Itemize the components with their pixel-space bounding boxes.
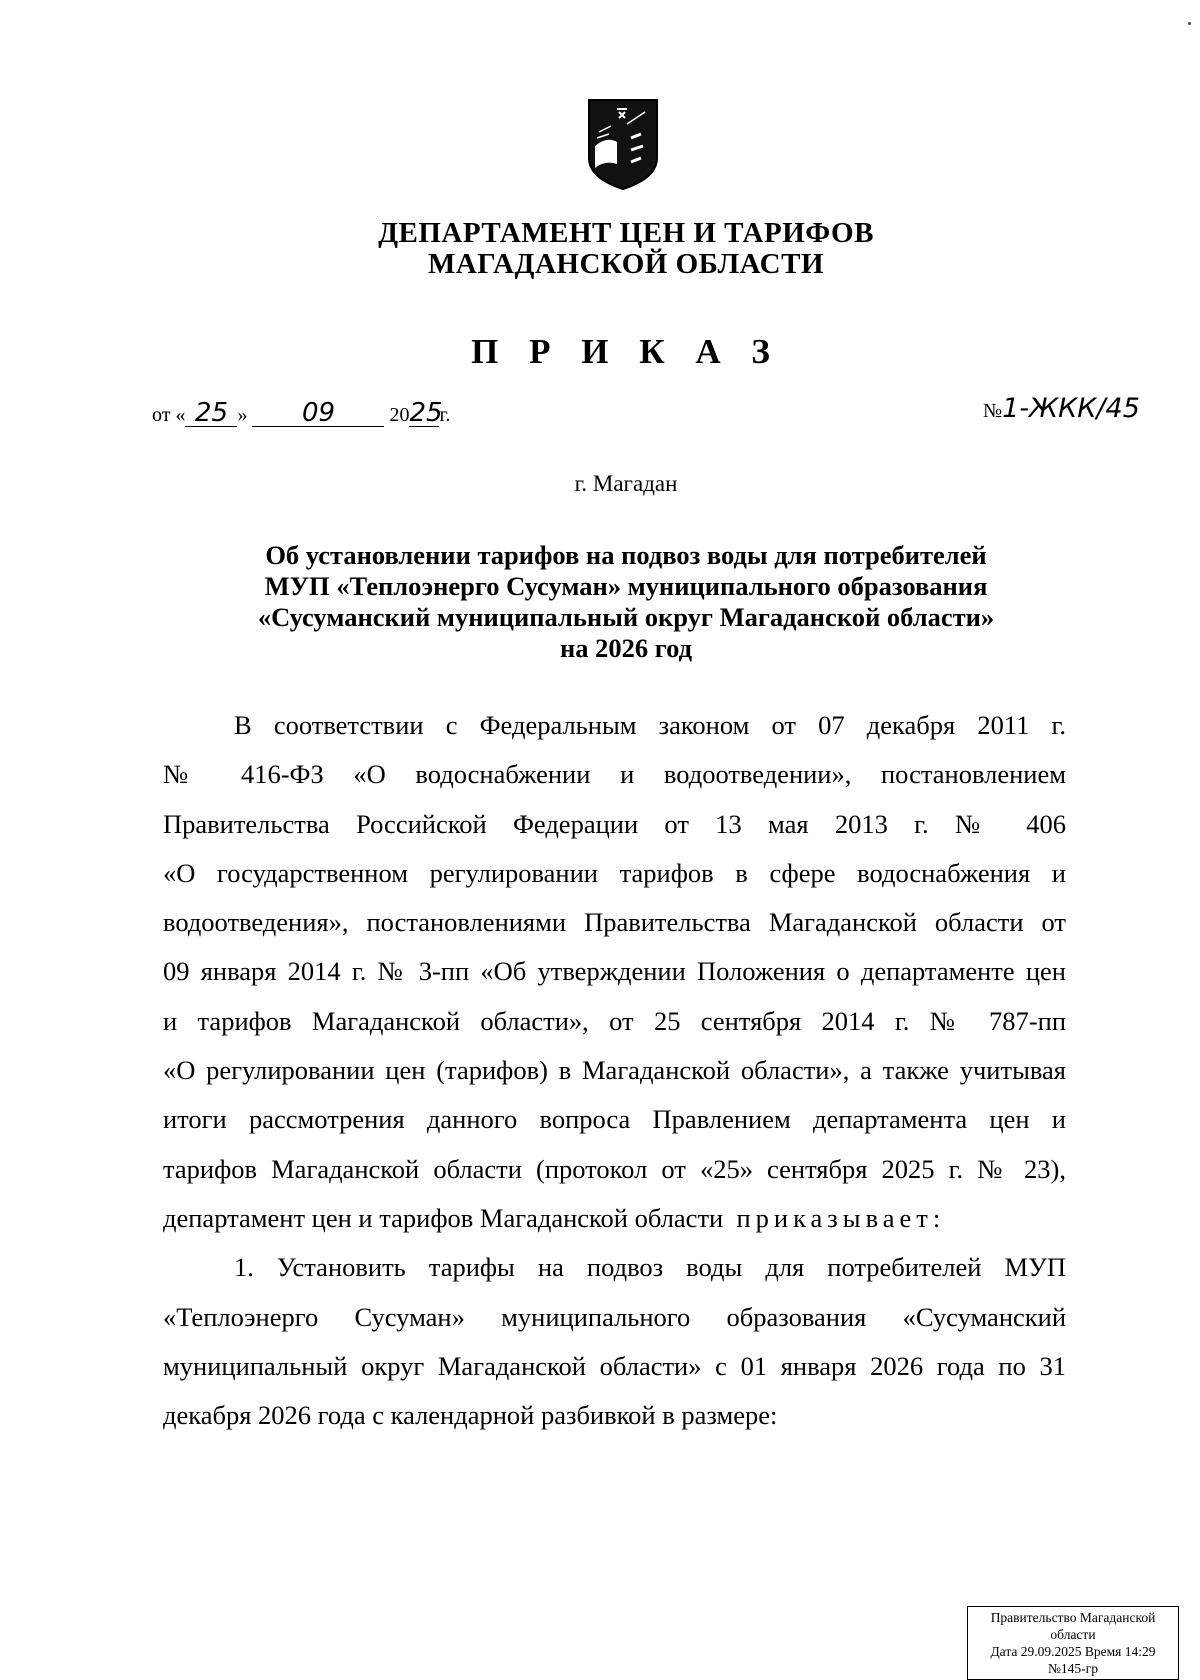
stamp-line: Дата 29.09.2025 Время 14:29 [990, 1644, 1156, 1659]
title-line: МУП «Теплоэнерго Сусуман» муниципального образования [264, 571, 988, 601]
order-title [0, 540, 1200, 664]
date-mid: » [237, 404, 248, 426]
body-line: «О регулировании цен (тарифов) в Магаданской области», а также учитывая [163, 1055, 1066, 1086]
stamp-line: Правительство Магаданской [990, 1610, 1156, 1625]
number-prefix: № [983, 400, 1003, 422]
city-line: г. Магадан [574, 471, 678, 496]
body-line: тарифов Магаданской области (протокол от «25» сентября 2025 г. № 23), [163, 1153, 1066, 1184]
document-type-heading: П Р И К А З [471, 332, 781, 371]
body-line: и тарифов Магаданской области», от 25 сентября 2014 г. № 787-пп [163, 1005, 1066, 1036]
date-day: 25 [185, 400, 237, 427]
body-line: водоотведения», постановлениями Правительства Магаданской области от [163, 907, 1066, 938]
order-date [152, 400, 450, 427]
body-line: Правительства Российской Федерации от 13 мая 2013 г. № 406 [163, 808, 1066, 839]
body-line: № 416-ФЗ «О водоснабжении и водоотведении», постановлением [163, 759, 1066, 790]
body-line: «О государственном регулировании тарифов в сфере водоснабжения и [163, 857, 1066, 888]
coat-of-arms-icon [587, 98, 659, 191]
date-year: 25 [409, 398, 443, 428]
date-year-prefix: 20 [389, 404, 410, 426]
body-line: 09 января 2014 г. № 3-пп «Об утверждении Положения о департаменте цен [163, 956, 1066, 987]
title-line: Об установлении тарифов на подвоз воды для потребителей [265, 540, 987, 570]
stamp-line: области [1050, 1627, 1096, 1642]
order-body [163, 701, 1066, 1440]
body-line: В соответствии с Федеральным законом от 07 декабря 2011 г. [234, 710, 1066, 740]
scan-speck [1188, 22, 1191, 25]
title-line: «Сусуманский муниципальный округ Магаданской области» [257, 602, 995, 632]
department-name-line1: ДЕПАРТАМЕНТ ЦЕН И ТАРИФОВ [378, 217, 874, 249]
title-line: на 2026 год [559, 633, 693, 663]
body-line: «Теплоэнерго Сусуман» муниципального образования «Сусуманский [163, 1301, 1066, 1332]
number-value: 1-ЖКК/45 [1002, 393, 1140, 424]
department-name-line2: МАГАДАНСКОЙ ОБЛАСТИ [427, 248, 825, 280]
date-suffix: г. [439, 404, 451, 426]
body-text: департамент цен и тарифов Магаданской области [163, 1202, 724, 1233]
body-line: 1. Установить тарифы на подвоз воды для потребителей МУП [234, 1252, 1066, 1283]
body-line: декабря 2026 года с календарной разбивкой в размере: [163, 1400, 778, 1431]
stamp-line: №145-гр [1048, 1661, 1098, 1676]
body-line: итоги рассмотрения данного вопроса Правлением департамента цен и [163, 1104, 1066, 1135]
registration-stamp [967, 1606, 1179, 1680]
body-line: муниципальный округ Магаданской области» с 01 января 2026 года по 31 [163, 1350, 1066, 1381]
order-word: приказывает: [736, 1202, 946, 1233]
body-line-last [163, 1194, 1066, 1243]
date-prefix: от « [152, 404, 186, 426]
order-number [983, 395, 1140, 422]
date-month: 09 [252, 400, 384, 427]
